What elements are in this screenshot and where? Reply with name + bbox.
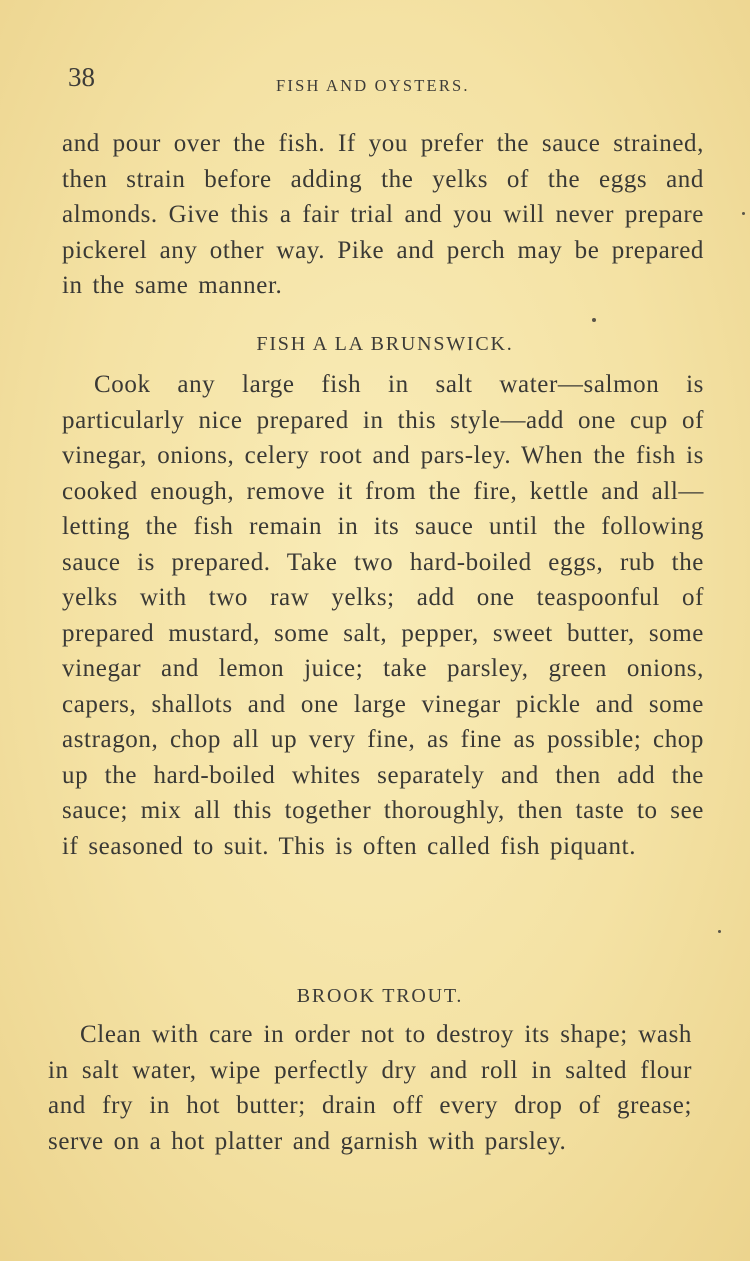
- page-number: 38: [68, 62, 95, 92]
- recipe-heading-fish-a-la-brunswick: FISH A LA BRUNSWICK.: [256, 333, 514, 355]
- ink-speck: [592, 318, 596, 322]
- continuation-paragraph: and pour over the fish. If you prefer the sauce strained, then strain before adding the yelks of the eggs and almonds. Give this a fair trial and you will never prepare pickerel any other way. Pike and perch may be prepared in the same manner.: [62, 130, 704, 299]
- running-head: FISH AND OYSTERS.: [276, 76, 470, 95]
- recipe-paragraph-brook-trout: Clean with care in order not to destroy its shape; wash in salt water, wipe perfectly dry and roll in salted flour and fry in hot butter; drain off every drop of grease; serve on a hot platter and garnish with parsley.: [48, 1021, 692, 1155]
- recipe-heading-brook-trout: BROOK TROUT.: [296, 985, 464, 1007]
- recipe-paragraph-fish-a-la-brunswick: Cook any large fish in salt water—salmon is particularly nice prepared in this style—add one cup of vinegar, onions, celery root and pars-ley. When the fish is cooked enough, remove it from the fire, kettle and all—letting the fish remain in its sauce until the following sauce is prepared. Take two hard-boiled eggs, rub the yelks with two raw yelks; add one teaspoonful of prepared mustard, some salt, pepper, sweet butter, some vinegar and lemon juice; take parsley, green onions, capers, shallots and one large vinegar pickle and some astragon, chop all up very fine, as fine as possible; chop up the hard-boiled whites separately and then add the sauce; mix all this together thoroughly, then taste to see if seasoned to suit. This is often called fish piquant.: [62, 371, 704, 860]
- page-header: [68, 62, 710, 96]
- ink-speck: [742, 212, 745, 215]
- ink-speck: [718, 930, 721, 933]
